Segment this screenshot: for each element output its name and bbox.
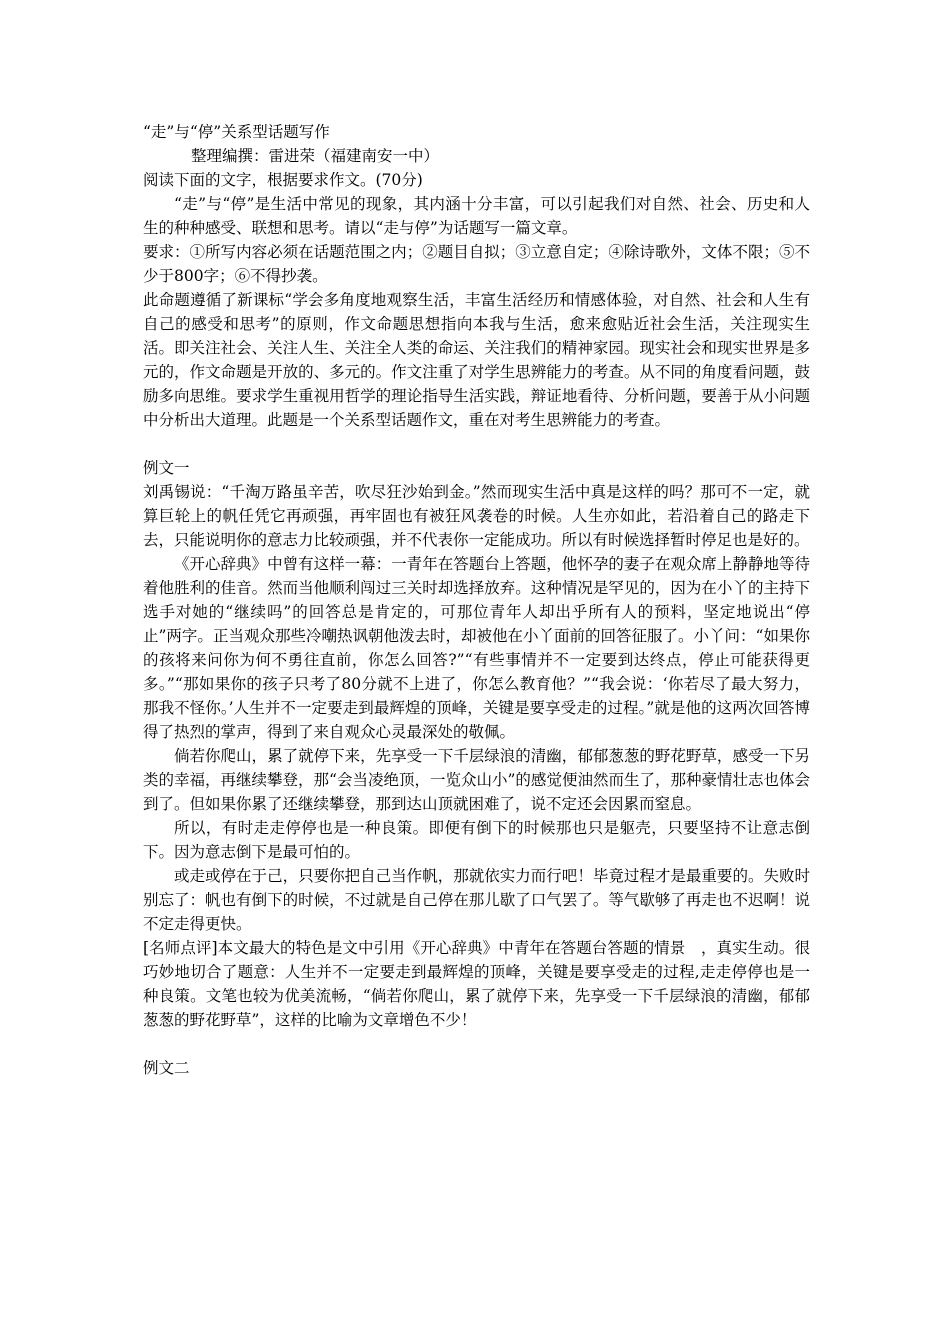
instruction: 阅读下面的文字，根据要求作文。(70分)	[143, 171, 423, 189]
requirements-paragraph: 要求：①所写内容必须在话题范围之内；②题目自拟；③立意自定；④除诗歌外，文体不限；⑤不少于800字；⑥不得抄袭。	[143, 243, 810, 285]
prompt-paragraph: “走”与“停”是生活中常见的现象，其内涵十分丰富，可以引起我们对自然、社会、历史和人生的种种感受、联想和思考。请以“走与停”为话题写一篇文章。	[143, 195, 810, 237]
example1-comment: [名师点评]本文最大的特色是文中引用《开心辞典》中青年在答题台答题的情景 ，真实生动。很巧妙地切合了题意：人生并不一定要走到最辉煌的顶峰，关键是要享受走的过程,走走停停也是一种良策。文笔也较为优美流畅，“倘若你爬山，累了就停下来，先享受一下千层绿浪的清幽，郁郁葱葱的野花野草”，这样的比喻为文章增色不少！	[143, 939, 810, 1029]
document-author: 整理编撰：雷进荣（福建南安一中）	[191, 147, 440, 165]
document-title: “走”与“停”关系型话题写作	[143, 123, 330, 141]
example1-paragraph: 刘禹锡说：“千淘万路虽辛苦，吹尽狂沙始到金。”然而现实生活中真是这样的吗？那可不一定，就算巨轮上的帆任凭它再顽强，再牢固也有被狂风袭卷的时候。人生亦如此，若沿着自己的路走下去，只能说明你的意志力比较顽强，并不代表你一定能成功。所以有时候选择暂时停足也是好的。	[143, 483, 810, 549]
spacer	[143, 1032, 810, 1056]
example1-paragraph: 倘若你爬山，累了就停下来，先享受一下千层绿浪的清幽，郁郁葱葱的野花野草，感受一下另类的幸福，再继续攀登，那“会当凌绝顶，一览众山小”的感觉便油然而生了，那种豪情壮志也体会到了。但如果你累了还继续攀登，那到达山顶就困难了，说不定还会因累而窒息。	[143, 747, 810, 813]
example1-paragraph: 或走或停在于己，只要你把自己当作帆，那就依实力而行吧！毕竟过程才是最重要的。失败时别忘了：帆也有倒下的时候，不过就是自己停在那儿歇了口气罢了。等气歇够了再走也不迟啊！说不定走得更快。	[143, 867, 810, 933]
analysis-paragraph: 此命题遵循了新课标“学会多角度地观察生活，丰富生活经历和情感体验，对自然、社会和人生有自己的感受和思考”的原则，作文命题思想指向本我与生活，愈来愈贴近社会生活，关注现实生活。即关注社会、关注人生、关注全人类的命运、关注我们的精神家园。现实社会和现实世界是多元的，作文命题是开放的、多元的。作文注重了对学生思辨能力的考查。从不同的角度看问题，鼓励多向思维。要求学生重视用哲学的理论指导生活实践，辩证地看待、分析问题，要善于从小问题中分析出大道理。此题是一个关系型话题作文，重在对考生思辨能力的考查。	[143, 291, 810, 429]
example2-heading: 例文二	[143, 1059, 190, 1077]
example1-paragraph: 《开心辞典》中曾有这样一幕：一青年在答题台上答题，他怀孕的妻子在观众席上静静地等待着他胜利的佳音。然而当他顺利闯过三关时却选择放弃。这种情况是罕见的，因为在小丫的主持下选手对她的“继续吗”的回答总是肯定的，可那位青年人却出乎所有人的预料，坚定地说出“停止”两字。正当观众那些冷嘲热讽朝他泼去时，却被他在小丫面前的回答征服了。小丫问：“如果你的孩将来问你为何不勇往直前，你怎么回答?”“有些事情并不一定要到达终点，停止可能获得更多。”“那如果你的孩子只考了80分就不上进了，你怎么教育他？”“我会说：‘你若尽了最大努力，那我不怪你。’人生并不一定要走到最辉煌的顶峰，关键是要享受走的过程。”就是他的这两次回答博得了热烈的掌声，得到了来自观众心灵最深处的敬佩。	[143, 555, 810, 741]
document-page	[143, 120, 810, 1080]
example1-heading: 例文一	[143, 459, 190, 477]
spacer	[143, 432, 810, 456]
example1-paragraph: 所以，有时走走停停也是一种良策。即便有倒下的时候那也只是躯壳，只要坚持不让意志倒下。因为意志倒下是最可怕的。	[143, 819, 810, 861]
